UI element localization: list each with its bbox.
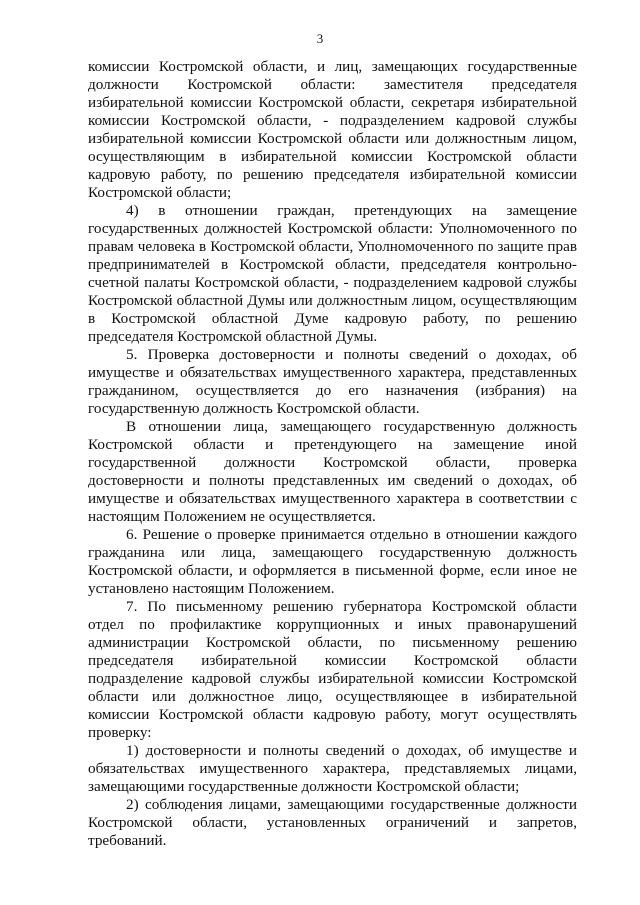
paragraph-clause-5: 5. Проверка достоверности и полноты сведений о доходах, об имуществе и обязательствах имущественного характера, представленных гражданином, осуществляется до его назначения (избрания) на государственную должность Костромской области. [88,346,577,417]
document-body [88,58,577,850]
paragraph-clause-7: 7. По письменному решению губернатора Костромской области отдел по профилактике коррупционных и иных правонарушений администрации Костромской области, по письменному решению председателя избирательной комиссии Костромской области подразделение кадровой службы избирательной комиссии Костромской области или должностное лицо, осуществляющее в избирательной комиссии Костромской области кадровую работу, могут осуществлять проверку: [88,598,577,741]
paragraph-item-4: 4) в отношении граждан, претендующих на замещение государственных должностей Костромской области: Уполномоченного по правам человека в Костромской области, Уполномоченного по защите прав предпринимателей в Костромской области, председателя контрольно-счетной палаты Костромской области, - подразделением кадровой службы Костромской областной Думы или должностным лицом, осуществляющим в Костромской областной Думе кадровую работу, по решению председателя Костромской областной Думы. [88,202,577,345]
page-number: 3 [316,31,324,46]
paragraph-clause-7-item-1: 1) достоверности и полноты сведений о доходах, об имуществе и обязательствах имущественного характера, представляемых лицами, замещающими государственные должности Костромской области; [88,742,577,795]
paragraph-clause-6: 6. Решение о проверке принимается отдельно в отношении каждого гражданина или лица, замещающего государственную должность Костромской области, и оформляется в письменной форме, если иное не установлено настоящим Положением. [88,526,577,597]
paragraph-continuation: комиссии Костромской области, и лиц, замещающих государственные должности Костромской области: заместителя председателя избирательной комиссии Костромской области, секретаря избирательной комиссии Костромской области, - подразделением кадровой службы избирательной комиссии Костромской области или должностным лицом, осуществляющим в избирательной комиссии Костромской области кадровую работу, по решению председателя избирательной комиссии Костромской области; [88,58,577,201]
paragraph-clause-7-item-2: 2) соблюдения лицами, замещающими государственные должности Костромской области, установленных ограничений и запретов, требований. [88,796,577,849]
paragraph-clause-5-addendum: В отношении лица, замещающего государственную должность Костромской области и претендующего на замещение иной государственной должности Костромской области, проверка достоверности и полноты представленных им сведений о доходах, об имуществе и обязательствах имущественного характера в соответствии с настоящим Положением не осуществляется. [88,418,577,525]
